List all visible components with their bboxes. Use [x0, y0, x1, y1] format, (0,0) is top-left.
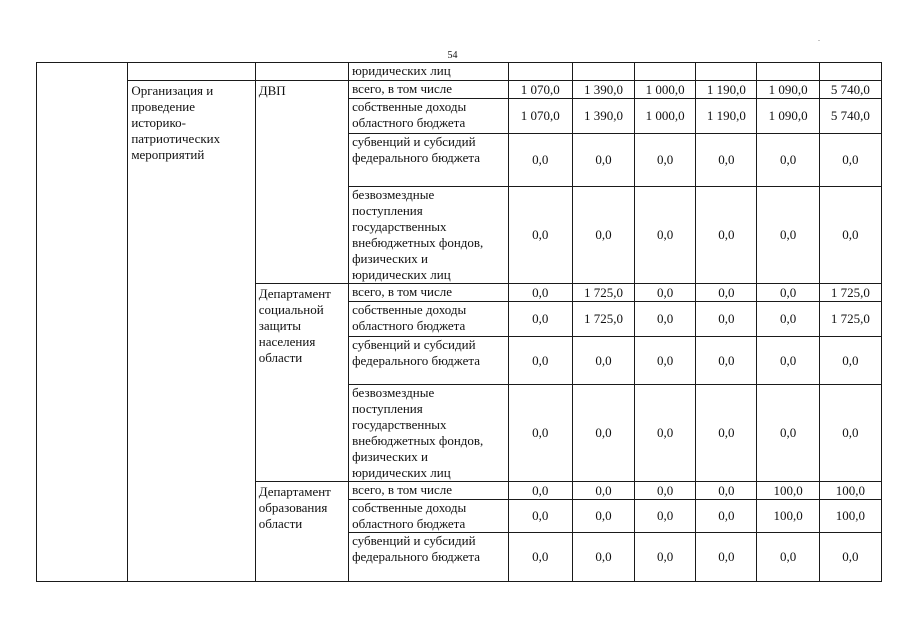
year-value-cell: 1 725,0 — [572, 284, 634, 302]
year-value-cell: 0,0 — [572, 533, 634, 582]
year-value-cell: 1 070,0 — [508, 81, 572, 99]
year-value-cell: 0,0 — [757, 302, 819, 337]
total-value-cell: 1 725,0 — [819, 302, 881, 337]
year-value-cell: 0,0 — [508, 284, 572, 302]
year-value-cell: 0,0 — [508, 187, 572, 284]
total-value-cell: 0,0 — [819, 385, 881, 482]
year-value-cell: 1 090,0 — [757, 81, 819, 99]
source-cell: субвенций и субсидий федерального бюджета — [349, 533, 509, 582]
total-value-cell: 5 740,0 — [819, 99, 881, 134]
total-value-cell: 0,0 — [819, 337, 881, 385]
empty-cell — [572, 63, 634, 81]
year-value-cell: 0,0 — [635, 134, 696, 187]
scan-mark: . — [818, 34, 820, 43]
year-value-cell: 0,0 — [757, 337, 819, 385]
source-cell: субвенций и субсидий федерального бюджета — [349, 134, 509, 187]
year-value-cell: 0,0 — [572, 187, 634, 284]
year-value-cell: 0,0 — [508, 533, 572, 582]
year-value-cell: 0,0 — [696, 187, 757, 284]
source-cell: собственные доходы областного бюджета — [349, 99, 509, 134]
year-value-cell: 1 000,0 — [635, 99, 696, 134]
continuation-row — [37, 63, 882, 81]
budget-table — [36, 62, 882, 582]
year-value-cell: 0,0 — [508, 302, 572, 337]
total-value-cell: 1 725,0 — [819, 284, 881, 302]
year-value-cell: 0,0 — [635, 533, 696, 582]
empty-cell — [128, 63, 255, 81]
year-value-cell: 0,0 — [572, 385, 634, 482]
year-value-cell: 1 070,0 — [508, 99, 572, 134]
empty-cell — [255, 63, 348, 81]
year-value-cell: 0,0 — [696, 302, 757, 337]
empty-cell — [696, 63, 757, 81]
executor-name: Департамент социальной защиты населения области — [255, 284, 348, 482]
year-value-cell: 0,0 — [635, 500, 696, 533]
year-value-cell: 0,0 — [757, 385, 819, 482]
total-value-cell: 100,0 — [819, 500, 881, 533]
year-value-cell: 0,0 — [696, 533, 757, 582]
total-value-cell: 0,0 — [819, 134, 881, 187]
total-value-cell: 0,0 — [819, 533, 881, 582]
page-number: 54 — [447, 50, 458, 61]
year-value-cell: 0,0 — [508, 385, 572, 482]
total-value-cell: 5 740,0 — [819, 81, 881, 99]
year-value-cell: 0,0 — [508, 500, 572, 533]
year-value-cell: 0,0 — [696, 284, 757, 302]
year-value-cell: 0,0 — [508, 337, 572, 385]
year-value-cell: 0,0 — [696, 500, 757, 533]
executor-name: ДВП — [255, 81, 348, 284]
year-value-cell: 0,0 — [635, 482, 696, 500]
source-cell: собственные доходы областного бюджета — [349, 500, 509, 533]
year-value-cell: 0,0 — [757, 533, 819, 582]
year-value-cell: 0,0 — [696, 482, 757, 500]
year-value-cell: 1 725,0 — [572, 302, 634, 337]
year-value-cell: 0,0 — [635, 385, 696, 482]
year-value-cell: 0,0 — [572, 337, 634, 385]
empty-first-column — [37, 63, 128, 582]
budget-row — [37, 81, 882, 99]
year-value-cell: 0,0 — [635, 337, 696, 385]
year-value-cell: 0,0 — [572, 500, 634, 533]
year-value-cell: 0,0 — [757, 284, 819, 302]
source-cell: юридических лиц — [349, 63, 509, 81]
source-cell: безвозмездные поступления государственных внебюджетных фондов, физических и юридических лиц — [349, 187, 509, 284]
executor-name: Департамент образования области — [255, 482, 348, 582]
year-value-cell: 0,0 — [508, 482, 572, 500]
year-value-cell: 1 390,0 — [572, 81, 634, 99]
source-cell: всего, в том числе — [349, 284, 509, 302]
source-cell: безвозмездные поступления государственных внебюджетных фондов, физических и юридических лиц — [349, 385, 509, 482]
year-value-cell: 0,0 — [635, 302, 696, 337]
program-name: Организация и проведение историко-патриотических мероприятий — [128, 81, 255, 582]
year-value-cell: 0,0 — [508, 134, 572, 187]
year-value-cell: 0,0 — [757, 187, 819, 284]
total-value-cell: 0,0 — [819, 187, 881, 284]
year-value-cell: 0,0 — [572, 134, 634, 187]
year-value-cell: 100,0 — [757, 500, 819, 533]
year-value-cell: 100,0 — [757, 482, 819, 500]
source-cell: субвенций и субсидий федерального бюджета — [349, 337, 509, 385]
empty-cell — [508, 63, 572, 81]
empty-cell — [757, 63, 819, 81]
empty-cell — [819, 63, 881, 81]
year-value-cell: 0,0 — [696, 134, 757, 187]
year-value-cell: 0,0 — [696, 385, 757, 482]
year-value-cell: 0,0 — [696, 337, 757, 385]
year-value-cell: 0,0 — [757, 134, 819, 187]
year-value-cell: 1 390,0 — [572, 99, 634, 134]
year-value-cell: 1 190,0 — [696, 99, 757, 134]
source-cell: всего, в том числе — [349, 81, 509, 99]
total-value-cell: 100,0 — [819, 482, 881, 500]
source-cell: собственные доходы областного бюджета — [349, 302, 509, 337]
year-value-cell: 0,0 — [635, 187, 696, 284]
source-cell: всего, в том числе — [349, 482, 509, 500]
year-value-cell: 0,0 — [572, 482, 634, 500]
empty-cell — [635, 63, 696, 81]
year-value-cell: 0,0 — [635, 284, 696, 302]
year-value-cell: 1 000,0 — [635, 81, 696, 99]
year-value-cell: 1 090,0 — [757, 99, 819, 134]
year-value-cell: 1 190,0 — [696, 81, 757, 99]
